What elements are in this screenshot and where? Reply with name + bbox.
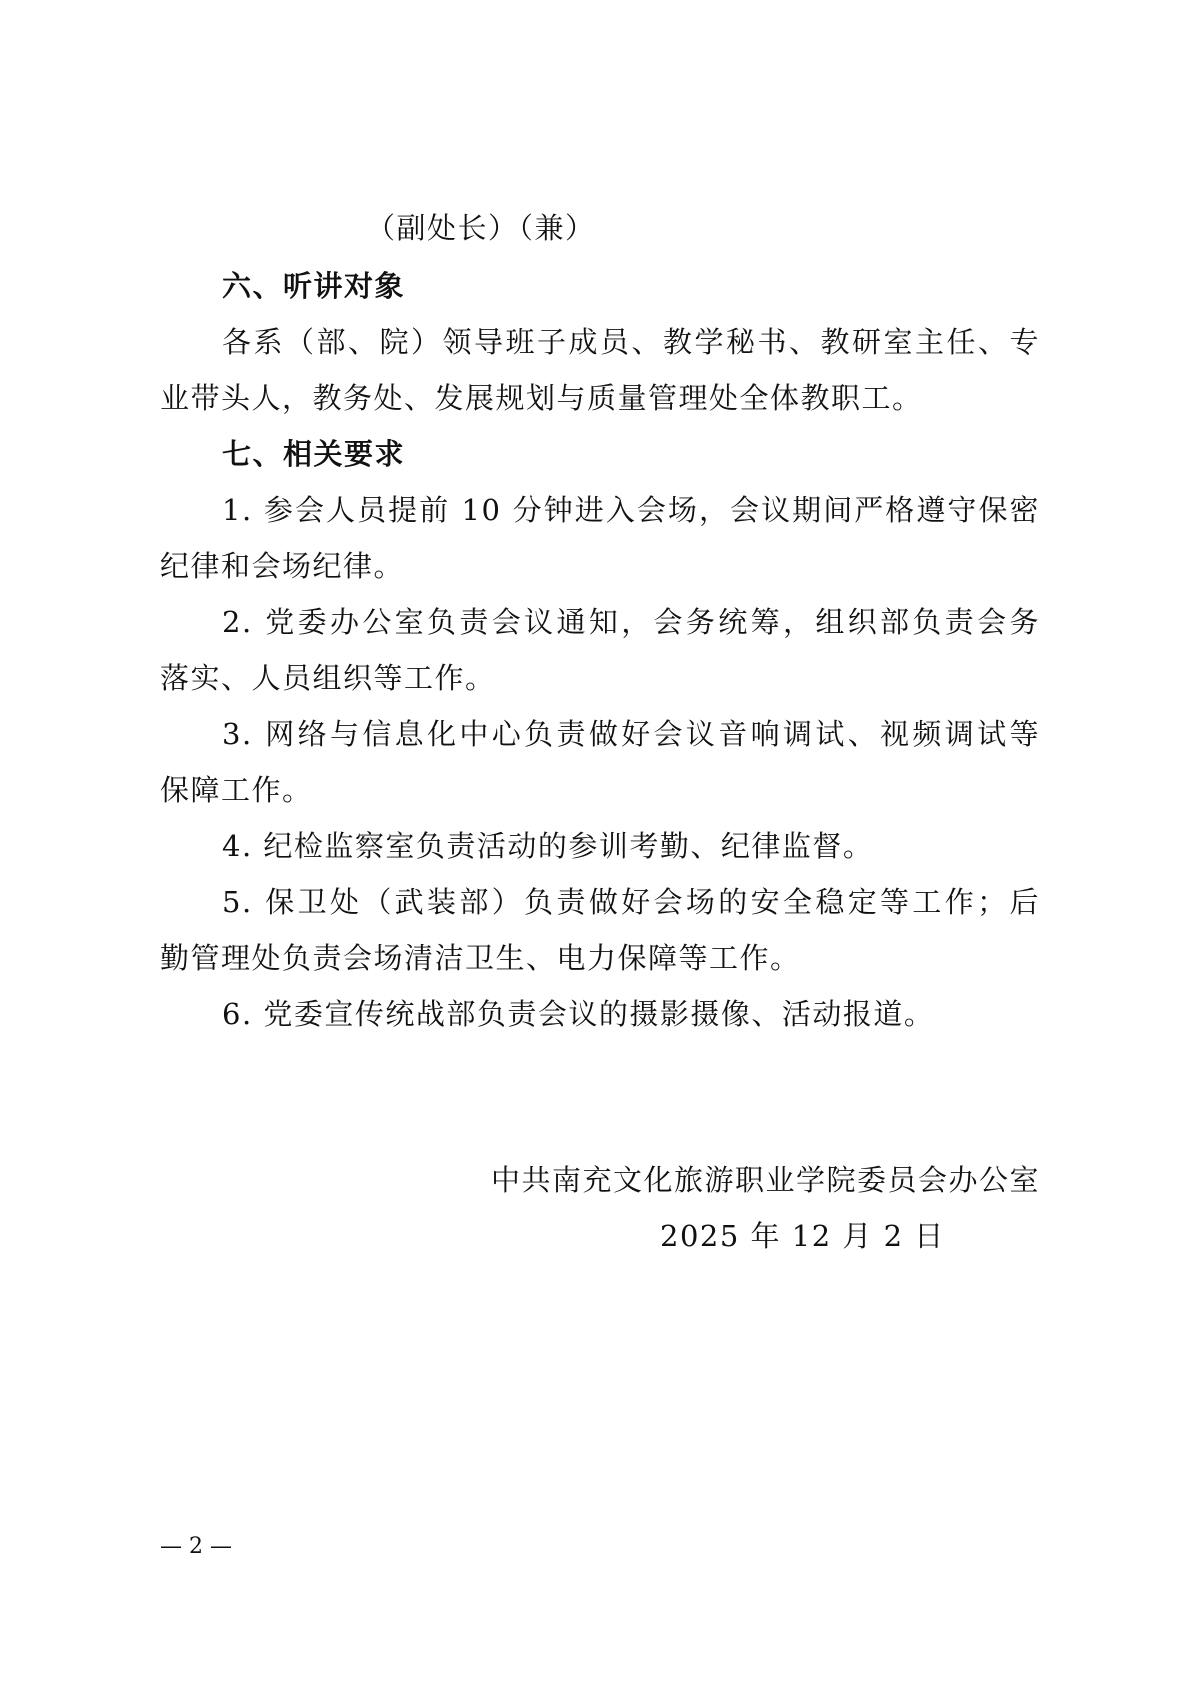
- requirement-6-line-1: 6. 党委宣传统战部负责会议的摄影摄像、活动报道。: [222, 997, 935, 1031]
- requirement-3-line-1: 3. 网络与信息化中心负责做好会议音响调试、视频调试等: [222, 717, 1040, 751]
- section-6-line-1: 各系（部、院）领导班子成员、教学秘书、教研室主任、专: [222, 325, 1040, 359]
- signature-date: 2025 年 12 月 2 日: [660, 1219, 945, 1253]
- sub-title-line: （副处长）（兼）: [366, 211, 596, 245]
- section-6-line-2: 业带头人，教务处、发展规划与质量管理处全体教职工。: [160, 381, 923, 415]
- requirement-2-line-2: 落实、人员组织等工作。: [160, 661, 496, 695]
- requirement-1-line-1: 1. 参会人员提前 10 分钟进入会场，会议期间严格遵守保密: [222, 493, 1040, 527]
- requirement-5-line-2: 勤管理处负责会场清洁卫生、电力保障等工作。: [160, 941, 801, 975]
- page-number: — 2 —: [160, 1534, 232, 1559]
- requirement-4-line-1: 4. 纪检监察室负责活动的参训考勤、纪律监督。: [222, 829, 874, 863]
- requirement-5-line-1: 5. 保卫处（武装部）负责做好会场的安全稳定等工作；后: [222, 885, 1040, 919]
- section-7-heading: 七、相关要求: [222, 437, 406, 471]
- section-6-heading: 六、听讲对象: [222, 269, 406, 303]
- requirement-3-line-2: 保障工作。: [160, 773, 313, 807]
- signature-organization: 中共南充文化旅游职业学院委员会办公室: [490, 1163, 1040, 1197]
- requirement-1-line-2: 纪律和会场纪律。: [160, 549, 405, 583]
- requirement-2-line-1: 2. 党委办公室负责会议通知，会务统筹，组织部负责会务: [222, 605, 1040, 639]
